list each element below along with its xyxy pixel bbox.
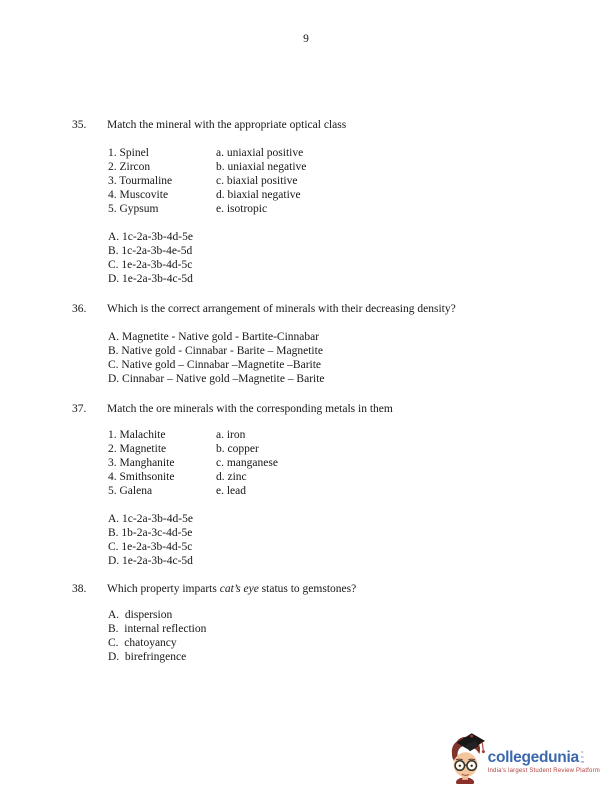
match-right-item: b. uniaxial negative <box>216 161 307 173</box>
options-list <box>108 230 572 286</box>
question-number: 36. <box>72 303 87 315</box>
brand-row <box>488 749 600 766</box>
options-list <box>108 330 572 386</box>
question-38 <box>72 582 572 664</box>
match-row <box>108 188 572 202</box>
match-right-item: a. uniaxial positive <box>216 147 304 159</box>
match-row <box>108 484 572 498</box>
match-right-item: e. lead <box>216 485 247 497</box>
options-list <box>108 608 572 664</box>
option-line: C. Native gold – Cinnabar –Magnetite –Barite <box>108 359 322 371</box>
match-right-item: c. biaxial positive <box>216 175 298 187</box>
match-right-item: e. isotropic <box>216 203 268 215</box>
match-left-item: 2. Magnetite <box>108 443 167 455</box>
question-35 <box>72 118 572 286</box>
question-head <box>72 302 572 316</box>
question-head <box>72 118 572 132</box>
match-row <box>108 470 572 484</box>
option-line: D. Cinnabar – Native gold –Magnetite – Barite <box>108 373 325 385</box>
page-number: 9 <box>303 33 309 45</box>
question-text: Match the ore minerals with the corresponding metals in them <box>107 403 393 415</box>
question-number: 37. <box>72 403 87 415</box>
option-line: C. 1e-2a-3b-4d-5c <box>108 259 193 271</box>
question-36 <box>72 302 572 386</box>
question-text-post: status to gemstones? <box>258 583 357 595</box>
question-number: 38. <box>72 583 87 595</box>
match-row <box>108 146 572 160</box>
options-list <box>108 512 572 568</box>
brand-suffix: com <box>579 749 585 764</box>
match-left-item: 1. Malachite <box>108 429 166 441</box>
match-row <box>108 174 572 188</box>
match-left-item: 1. Spinel <box>108 147 149 159</box>
option-line: C. chatoyancy <box>108 637 177 649</box>
match-left-item: 3. Tourmaline <box>108 175 173 187</box>
option-line: D. birefringence <box>108 651 187 663</box>
mascot-icon <box>447 730 485 784</box>
question-number: 35. <box>72 119 87 131</box>
option-line: D. 1e-2a-3b-4c-5d <box>108 555 193 567</box>
brand-tagline: India's largest Student Review Platform <box>487 768 600 774</box>
match-row <box>108 202 572 216</box>
option-line: D. 1e-2a-3b-4c-5d <box>108 273 193 285</box>
option-line: B. 1b-2a-3c-4d-5e <box>108 527 193 539</box>
match-row <box>108 160 572 174</box>
option-line: B. Native gold - Cinnabar - Barite – Magnetite <box>108 345 323 357</box>
brand-text: collegedunia <box>487 749 579 766</box>
question-text-italic: cat’s eye <box>219 583 259 595</box>
option-line: A. 1c-2a-3b-4d-5e <box>108 513 193 525</box>
question-text: Match the mineral with the appropriate optical class <box>107 119 347 131</box>
match-right-item: a. iron <box>216 429 246 441</box>
option-line: B. 1c-2a-3b-4e-5d <box>108 245 193 257</box>
match-right-item: d. zinc <box>216 471 247 483</box>
match-left-item: 3. Manghanite <box>108 457 175 469</box>
match-right-item: c. manganese <box>216 457 278 469</box>
logo-text <box>488 749 600 775</box>
option-line: C. 1e-2a-3b-4d-5c <box>108 541 193 553</box>
question-head <box>72 582 572 596</box>
option-line: A. 1c-2a-3b-4d-5e <box>108 231 193 243</box>
question-37 <box>72 402 572 568</box>
match-right-item: d. biaxial negative <box>216 189 301 201</box>
match-list <box>108 146 572 216</box>
match-row <box>108 442 572 456</box>
match-left-item: 5. Gypsum <box>108 203 159 215</box>
match-row <box>108 456 572 470</box>
match-left-item: 4. Muscovite <box>108 189 169 201</box>
option-line: B. internal reflection <box>108 623 207 635</box>
match-list <box>108 428 572 498</box>
question-text-pre: Which property imparts <box>107 583 220 595</box>
option-line: A. Magnetite - Native gold - Bartite-Cinnabar <box>108 331 320 343</box>
question-text <box>107 582 572 596</box>
question-text: Which is the correct arrangement of minerals with their decreasing density? <box>107 303 456 315</box>
match-left-item: 2. Zircon <box>108 161 151 173</box>
match-left-item: 4. Smithsonite <box>108 471 175 483</box>
match-right-item: b. copper <box>216 443 259 455</box>
match-left-item: 5. Galena <box>108 485 153 497</box>
collegedunia-logo <box>447 730 600 784</box>
question-head <box>72 402 572 416</box>
option-line: A. dispersion <box>108 609 173 621</box>
match-row <box>108 428 572 442</box>
